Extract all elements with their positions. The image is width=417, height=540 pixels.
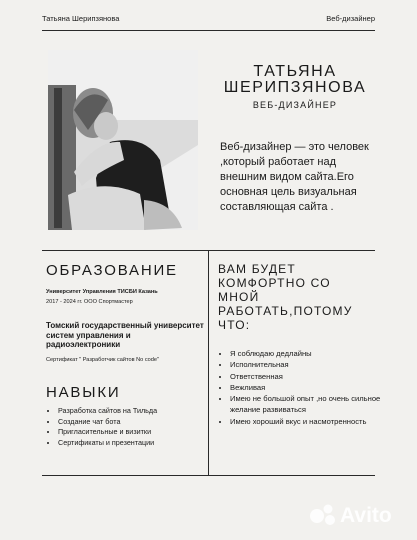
- comfort-item: • Имею не большой опыт ,но очень сильное желание развиваться: [230, 393, 390, 416]
- profile-name: ТАТЬЯНА ШЕРИПЗЯНОВА: [223, 63, 367, 96]
- top-bar: [42, 14, 375, 28]
- divider-vertical: [208, 250, 209, 475]
- comfort-title: ВАМ БУДЕТ КОМФОРТНО СО МНОЙ РАБОТАТЬ,ПОТОМУ ЧТО:: [218, 262, 353, 332]
- skills-title: НАВЫКИ: [46, 384, 121, 401]
- education-item: Сертификат " Разработчик сайтов No code": [46, 357, 159, 363]
- skill-item: • Создание чат бота: [58, 417, 157, 428]
- divider-bottom: [42, 475, 375, 476]
- skills-list: [46, 406, 157, 448]
- profile-intro: Веб-дизайнер — это человек ,который работает над внешним видом сайта.Его основная цель визуальная составляющая сайта .: [220, 141, 369, 213]
- skill-item: • Сертификаты и презентации: [58, 438, 157, 449]
- profile-photo-image: [48, 50, 198, 230]
- divider-top: [42, 30, 375, 31]
- avito-logo-icon: [308, 500, 408, 528]
- education-item: Университет Управления ТИСБИ Казань: [46, 289, 158, 295]
- comfort-item: • Ответственная: [230, 371, 390, 382]
- education-item: 2017 - 2024 гг. ООО Спортмастер: [46, 299, 133, 305]
- avito-watermark: [308, 500, 408, 528]
- education-title: ОБРАЗОВАНИЕ: [46, 262, 178, 279]
- header-role: Веб-дизайнер: [326, 14, 375, 23]
- education-item: Томский государственный университет систем управления и радиоэлектроники: [46, 321, 204, 349]
- skill-item: • Пригласительные и визитки: [58, 427, 157, 438]
- comfort-item: • Имею хороший вкус и насмотренность: [230, 416, 390, 427]
- profile-role: ВЕБ-ДИЗАЙНЕР: [252, 100, 338, 110]
- profile-photo: [48, 50, 198, 230]
- skill-item: • Разработка сайтов на Тильда: [58, 406, 157, 417]
- comfort-list: [218, 348, 390, 427]
- comfort-item: • Исполнительная: [230, 359, 390, 370]
- avito-wordmark: Avito: [340, 504, 392, 527]
- comfort-item: • Вежливая: [230, 382, 390, 393]
- header-name: Татьяна Шерипзянова: [42, 14, 120, 23]
- comfort-item: • Я соблюдаю дедлайны: [230, 348, 390, 359]
